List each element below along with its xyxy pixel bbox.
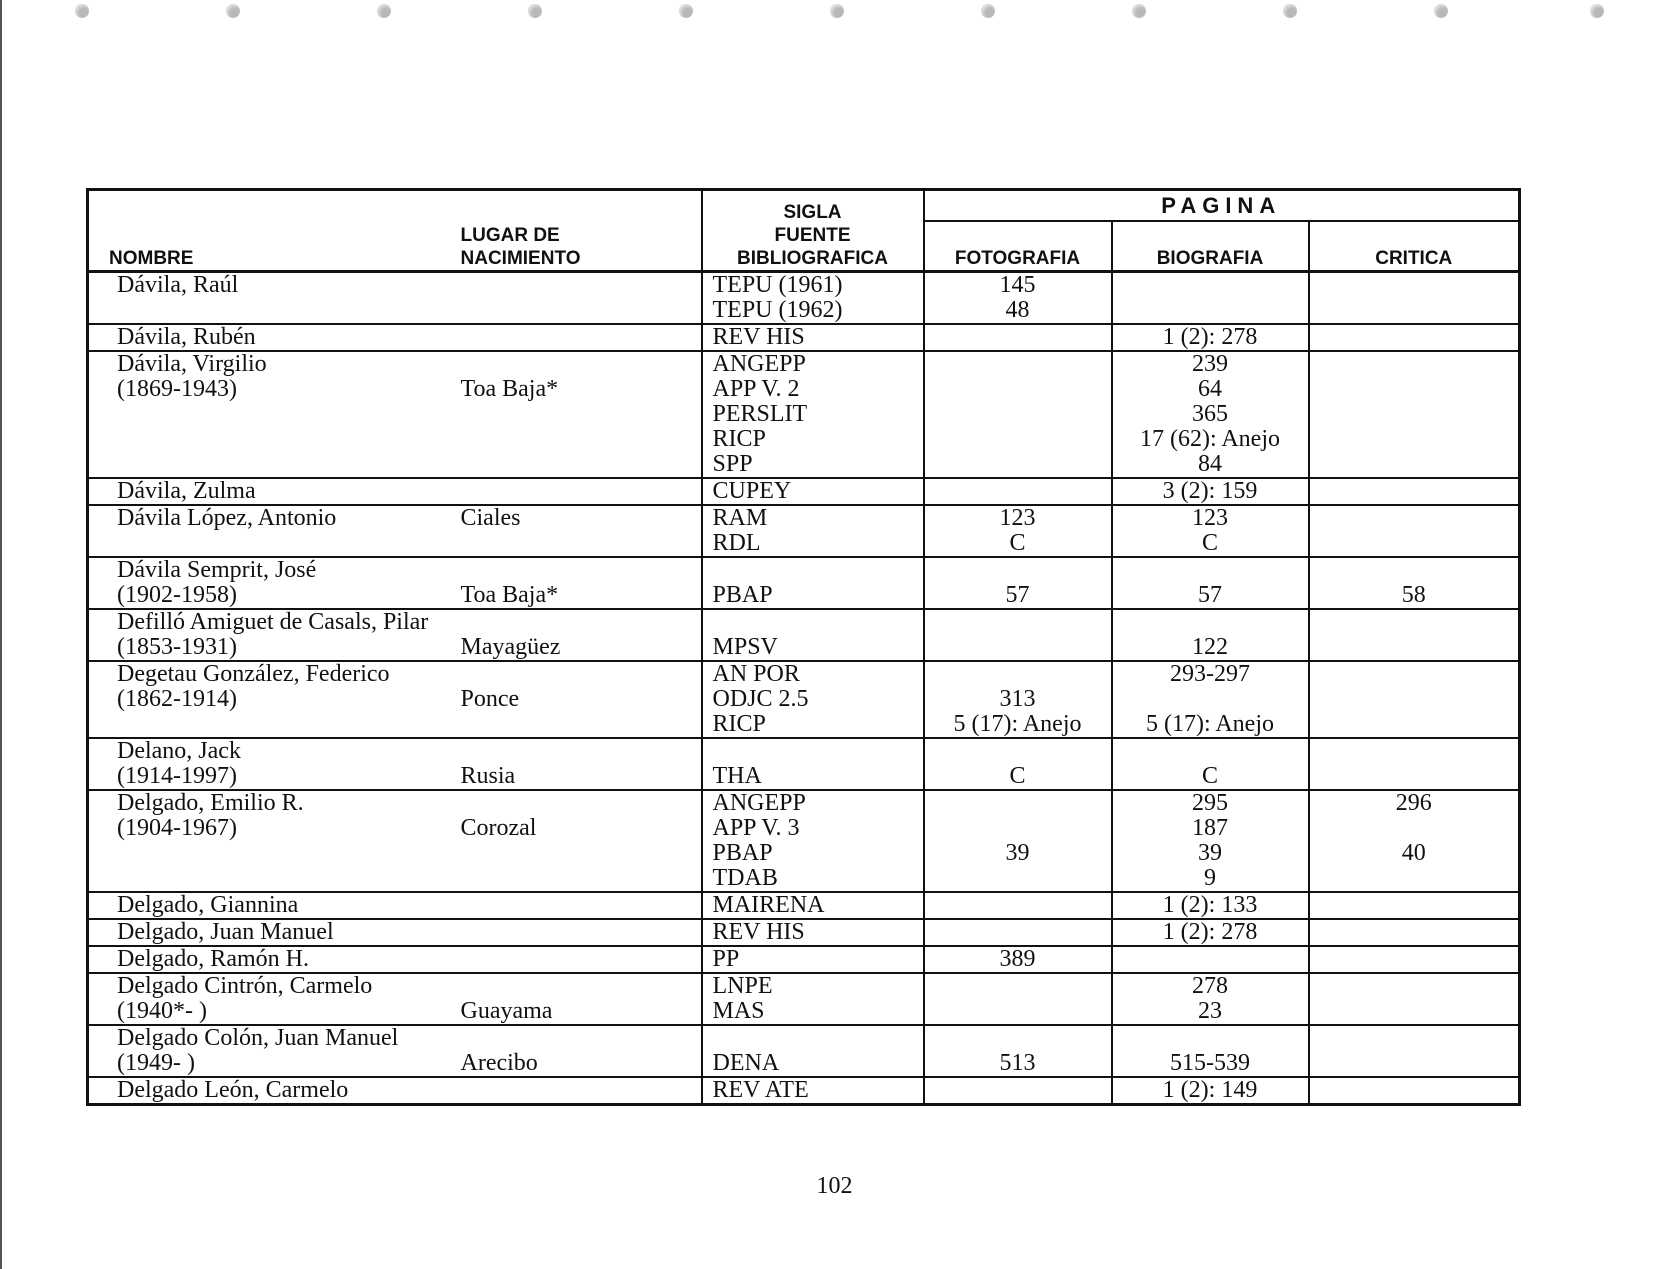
lugar-cell [448, 272, 702, 325]
cell-line [925, 816, 1111, 841]
cell-line: REV HIS [712, 919, 805, 945]
critica-cell [1309, 478, 1520, 505]
cell-line [1113, 610, 1308, 635]
cell-line: TEPU (1961) [712, 272, 843, 298]
table-row [88, 661, 1520, 738]
biografia-cell [1112, 351, 1309, 478]
biografia-cell [1112, 609, 1309, 661]
cell-line: 9 [1204, 865, 1216, 891]
cell-line: C [1009, 530, 1026, 556]
table-row [88, 324, 1520, 351]
cell-line: (1949- ) [117, 1050, 195, 1076]
cell-line: DENA [712, 1050, 780, 1076]
cell-line: RDL [712, 530, 761, 556]
cell-line: 123 [1192, 505, 1228, 531]
cell-line: Delgado Cintrón, Carmelo [117, 973, 373, 999]
cell-line: Delgado, Ramón H. [117, 946, 309, 972]
cell-line: Delgado, Juan Manuel [117, 919, 334, 945]
cell-line: 39 [1198, 840, 1222, 866]
lugar-cell [448, 324, 702, 351]
cell-line: C [1009, 763, 1026, 789]
sigla-cell [702, 790, 924, 892]
cell-line: 513 [999, 1050, 1036, 1076]
cell-line: 293-297 [1170, 661, 1250, 687]
table-row [88, 738, 1520, 790]
sigla-cell [702, 1025, 924, 1077]
fotografia-cell [924, 1077, 1112, 1105]
biografia-cell [1112, 892, 1309, 919]
nombre-cell [88, 505, 448, 557]
cell-line [713, 739, 923, 764]
cell-line: RICP [712, 711, 766, 737]
cell-line: (1862-1914) [117, 686, 237, 712]
cell-line: LNPE [712, 973, 773, 999]
critica-cell [1309, 557, 1520, 609]
fotografia-cell [924, 1025, 1112, 1077]
cell-line: 84 [1198, 451, 1222, 477]
cell-line: 187 [1192, 815, 1228, 841]
sigla-cell [702, 946, 924, 973]
biografia-cell [1112, 946, 1309, 973]
cell-line: 40 [1401, 840, 1426, 866]
biografia-cell [1112, 505, 1309, 557]
cell-line: Toa Baja* [460, 376, 559, 402]
cell-line [461, 662, 701, 687]
binder-holes [0, 0, 1669, 30]
cell-line: MPSV [712, 634, 778, 660]
cell-line: Dávila Semprit, José [117, 557, 317, 583]
table-row [88, 946, 1520, 973]
binder-hole [679, 4, 693, 18]
cell-line [461, 610, 701, 635]
cell-line [713, 558, 923, 583]
cell-line [1113, 687, 1308, 712]
table-row [88, 478, 1520, 505]
sigla-cell [702, 272, 924, 325]
cell-line [461, 739, 701, 764]
fotografia-cell [924, 892, 1112, 919]
nombre-cell [88, 738, 448, 790]
cell-line: MAIRENA [712, 892, 825, 918]
cell-line: Ciales [460, 505, 521, 531]
binder-hole [981, 4, 995, 18]
cell-line: Mayagüez [460, 634, 561, 660]
nombre-cell [88, 609, 448, 661]
cell-line: Defilló Amiguet de Casals, Pilar [117, 609, 429, 635]
table-row [88, 1025, 1520, 1077]
cell-line: APP V. 2 [712, 376, 800, 402]
page-number: 102 [816, 1173, 853, 1199]
header-nombre: NOMBRE [88, 190, 448, 272]
cell-line: (1914-1997) [117, 763, 237, 789]
cell-line [713, 610, 923, 635]
cell-line [1310, 816, 1519, 841]
cell-line: 58 [1401, 582, 1426, 608]
cell-line: AN POR [712, 661, 800, 687]
lugar-cell [448, 351, 702, 478]
binder-hole [1434, 4, 1448, 18]
cell-line: 278 [1192, 973, 1228, 999]
binder-hole [1132, 4, 1146, 18]
header-fotografia: FOTOGRAFIA [924, 221, 1112, 272]
fotografia-cell [924, 946, 1112, 973]
cell-line: (1904-1967) [117, 815, 237, 841]
sigla-cell [702, 1077, 924, 1105]
critica-cell [1309, 1077, 1520, 1105]
binder-hole [528, 4, 542, 18]
sigla-cell [702, 661, 924, 738]
table-row [88, 351, 1520, 478]
cell-line: 64 [1198, 376, 1222, 402]
cell-line: 515-539 [1170, 1050, 1250, 1076]
table-row [88, 557, 1520, 609]
lugar-cell [448, 973, 702, 1025]
fotografia-cell [924, 272, 1112, 325]
lugar-cell [448, 946, 702, 973]
biografia-cell [1112, 478, 1309, 505]
cell-line [461, 352, 701, 377]
cell-line: 239 [1192, 351, 1228, 377]
table-row [88, 919, 1520, 946]
lugar-cell [448, 1025, 702, 1077]
nombre-cell [88, 946, 448, 973]
critica-cell [1309, 351, 1520, 478]
header-sigla-line2: FUENTE [774, 225, 851, 246]
table-row [88, 609, 1520, 661]
biografia-cell [1112, 1077, 1309, 1105]
cell-line: RICP [712, 426, 766, 452]
lugar-cell [448, 505, 702, 557]
sigla-cell [702, 919, 924, 946]
fotografia-cell [924, 790, 1112, 892]
cell-line: 39 [1005, 840, 1030, 866]
fotografia-cell [924, 738, 1112, 790]
table-body [88, 272, 1520, 1105]
biografia-cell [1112, 919, 1309, 946]
cell-line: ANGEPP [712, 790, 806, 816]
cell-line: 1 (2): 133 [1162, 892, 1258, 918]
cell-line: 313 [999, 686, 1036, 712]
cell-line: 5 (17): Anejo [1146, 711, 1274, 737]
cell-line: REV ATE [712, 1077, 809, 1103]
cell-line: Arecibo [460, 1050, 538, 1076]
header-row [88, 190, 1520, 222]
table-row [88, 892, 1520, 919]
cell-line [1310, 558, 1519, 583]
nombre-cell [88, 1025, 448, 1077]
cell-line: 295 [1192, 790, 1228, 816]
biografia-cell [1112, 272, 1309, 325]
cell-line: 57 [1005, 582, 1030, 608]
critica-cell [1309, 609, 1520, 661]
cell-line: C [1201, 763, 1218, 789]
cell-line: REV HIS [712, 324, 805, 350]
biografia-cell [1112, 661, 1309, 738]
sigla-cell [702, 478, 924, 505]
sigla-cell [702, 892, 924, 919]
cell-line: 1 (2): 149 [1162, 1077, 1258, 1103]
nombre-cell [88, 790, 448, 892]
cell-line: Delano, Jack [117, 738, 241, 764]
cell-line: (1940*- ) [117, 998, 207, 1024]
cell-line: MAS [712, 998, 765, 1024]
biografia-cell [1112, 1025, 1309, 1077]
cell-line: PBAP [712, 582, 773, 608]
cell-line: Dávila, Raúl [117, 272, 239, 298]
cell-line: 365 [1192, 401, 1228, 427]
header-biografia: BIOGRAFIA [1112, 221, 1309, 272]
cell-line: Dávila, Rubén [117, 324, 256, 350]
cell-line: Ponce [460, 686, 520, 712]
critica-cell [1309, 919, 1520, 946]
header-pagina: PAGINA [924, 190, 1520, 222]
lugar-cell [448, 609, 702, 661]
bibliography-table [86, 188, 1521, 1106]
critica-cell [1309, 1025, 1520, 1077]
cell-line: Toa Baja* [460, 582, 559, 608]
lugar-cell [448, 557, 702, 609]
binder-hole [377, 4, 391, 18]
cell-line: SPP [712, 451, 753, 477]
cell-line: 145 [999, 272, 1036, 298]
lugar-cell [448, 738, 702, 790]
cell-line: Degetau González, Federico [117, 661, 390, 687]
nombre-cell [88, 973, 448, 1025]
cell-line: Dávila López, Antonio [117, 505, 337, 531]
header-lugar-line1: LUGAR DE [460, 225, 560, 246]
cell-line: (1853-1931) [117, 634, 237, 660]
sigla-cell [702, 557, 924, 609]
cell-line: RAM [712, 505, 768, 531]
sigla-cell [702, 973, 924, 1025]
sigla-cell [702, 738, 924, 790]
header-lugar [448, 190, 702, 272]
cell-line: Dávila, Virgilio [117, 351, 267, 377]
table-row [88, 1077, 1520, 1105]
critica-cell [1309, 946, 1520, 973]
lugar-cell [448, 1077, 702, 1105]
sigla-cell [702, 609, 924, 661]
fotografia-cell [924, 557, 1112, 609]
cell-line: Guayama [460, 998, 553, 1024]
cell-line: 3 (2): 159 [1162, 478, 1258, 504]
cell-line [925, 558, 1111, 583]
cell-line [1113, 739, 1308, 764]
cell-line: Delgado, Giannina [117, 892, 299, 918]
lugar-cell [448, 790, 702, 892]
biografia-cell [1112, 973, 1309, 1025]
binder-hole [830, 4, 844, 18]
nombre-cell [88, 272, 448, 325]
cell-line [461, 974, 701, 999]
fotografia-cell [924, 478, 1112, 505]
cell-line [1113, 558, 1308, 583]
cell-line: 296 [1395, 790, 1432, 816]
cell-line: TDAB [712, 865, 778, 891]
nombre-cell [88, 661, 448, 738]
cell-line: Rusia [460, 763, 516, 789]
table-row [88, 505, 1520, 557]
cell-line [461, 791, 701, 816]
biografia-cell [1112, 790, 1309, 892]
sigla-cell [702, 505, 924, 557]
nombre-cell [88, 478, 448, 505]
lugar-cell [448, 892, 702, 919]
lugar-cell [448, 919, 702, 946]
cell-line: PERSLIT [712, 401, 808, 427]
nombre-cell [88, 1077, 448, 1105]
cell-line: Delgado Colón, Juan Manuel [117, 1025, 399, 1051]
table-row [88, 973, 1520, 1025]
fotografia-cell [924, 973, 1112, 1025]
lugar-cell [448, 478, 702, 505]
cell-line: 122 [1192, 634, 1228, 660]
nombre-cell [88, 351, 448, 478]
cell-line [461, 558, 701, 583]
cell-line: C [1201, 530, 1218, 556]
page-left-edge [0, 0, 2, 1269]
cell-line: 17 (62): Anejo [1140, 426, 1280, 452]
cell-line: Delgado, Emilio R. [117, 790, 304, 816]
header-critica: CRITICA [1309, 221, 1520, 272]
cell-line: 1 (2): 278 [1162, 324, 1258, 350]
fotografia-cell [924, 324, 1112, 351]
sigla-cell [702, 324, 924, 351]
nombre-cell [88, 892, 448, 919]
cell-line: (1869-1943) [117, 376, 237, 402]
cell-line [925, 791, 1111, 816]
cell-line: ANGEPP [712, 351, 806, 377]
cell-line: APP V. 3 [712, 815, 800, 841]
cell-line: ODJC 2.5 [712, 686, 809, 712]
cell-line: Dávila, Zulma [117, 478, 256, 504]
lugar-cell [448, 661, 702, 738]
fotografia-cell [924, 351, 1112, 478]
critica-cell [1309, 790, 1520, 892]
fotografia-cell [924, 505, 1112, 557]
critica-cell [1309, 324, 1520, 351]
cell-line: 48 [1005, 297, 1030, 323]
header-sigla [702, 190, 924, 272]
cell-line: 123 [999, 505, 1036, 531]
cell-line: PP [712, 946, 740, 972]
cell-line: 5 (17): Anejo [953, 711, 1082, 737]
cell-line: TEPU (1962) [712, 297, 843, 323]
cell-line: 23 [1198, 998, 1222, 1024]
cell-line: PBAP [712, 840, 773, 866]
critica-cell [1309, 738, 1520, 790]
cell-line: (1902-1958) [117, 582, 237, 608]
critica-cell [1309, 505, 1520, 557]
cell-line: Corozal [460, 815, 537, 841]
cell-line: 1 (2): 278 [1162, 919, 1258, 945]
nombre-cell [88, 557, 448, 609]
sigla-cell [702, 351, 924, 478]
biografia-cell [1112, 324, 1309, 351]
table-row [88, 790, 1520, 892]
fotografia-cell [924, 609, 1112, 661]
nombre-cell [88, 324, 448, 351]
critica-cell [1309, 892, 1520, 919]
header-sigla-line3: BIBLIOGRAFICA [737, 248, 888, 269]
binder-hole [226, 4, 240, 18]
cell-line [925, 739, 1111, 764]
fotografia-cell [924, 919, 1112, 946]
cell-line: Delgado León, Carmelo [117, 1077, 349, 1103]
cell-line: 57 [1198, 582, 1222, 608]
critica-cell [1309, 272, 1520, 325]
binder-hole [75, 4, 89, 18]
critica-cell [1309, 973, 1520, 1025]
cell-line: 389 [999, 946, 1036, 972]
cell-line [925, 1026, 1111, 1051]
fotografia-cell [924, 661, 1112, 738]
cell-line [713, 1026, 923, 1051]
cell-line: CUPEY [712, 478, 792, 504]
table-row [88, 272, 1520, 325]
header-sigla-line1: SIGLA [783, 202, 842, 223]
cell-line: THA [712, 763, 762, 789]
header-lugar-line2: NACIMIENTO [460, 248, 581, 269]
binder-hole [1590, 4, 1604, 18]
cell-line [925, 662, 1111, 687]
nombre-cell [88, 919, 448, 946]
cell-line [1113, 1026, 1308, 1051]
critica-cell [1309, 661, 1520, 738]
biografia-cell [1112, 557, 1309, 609]
cell-line [461, 1026, 701, 1051]
biografia-cell [1112, 738, 1309, 790]
binder-hole [1283, 4, 1297, 18]
